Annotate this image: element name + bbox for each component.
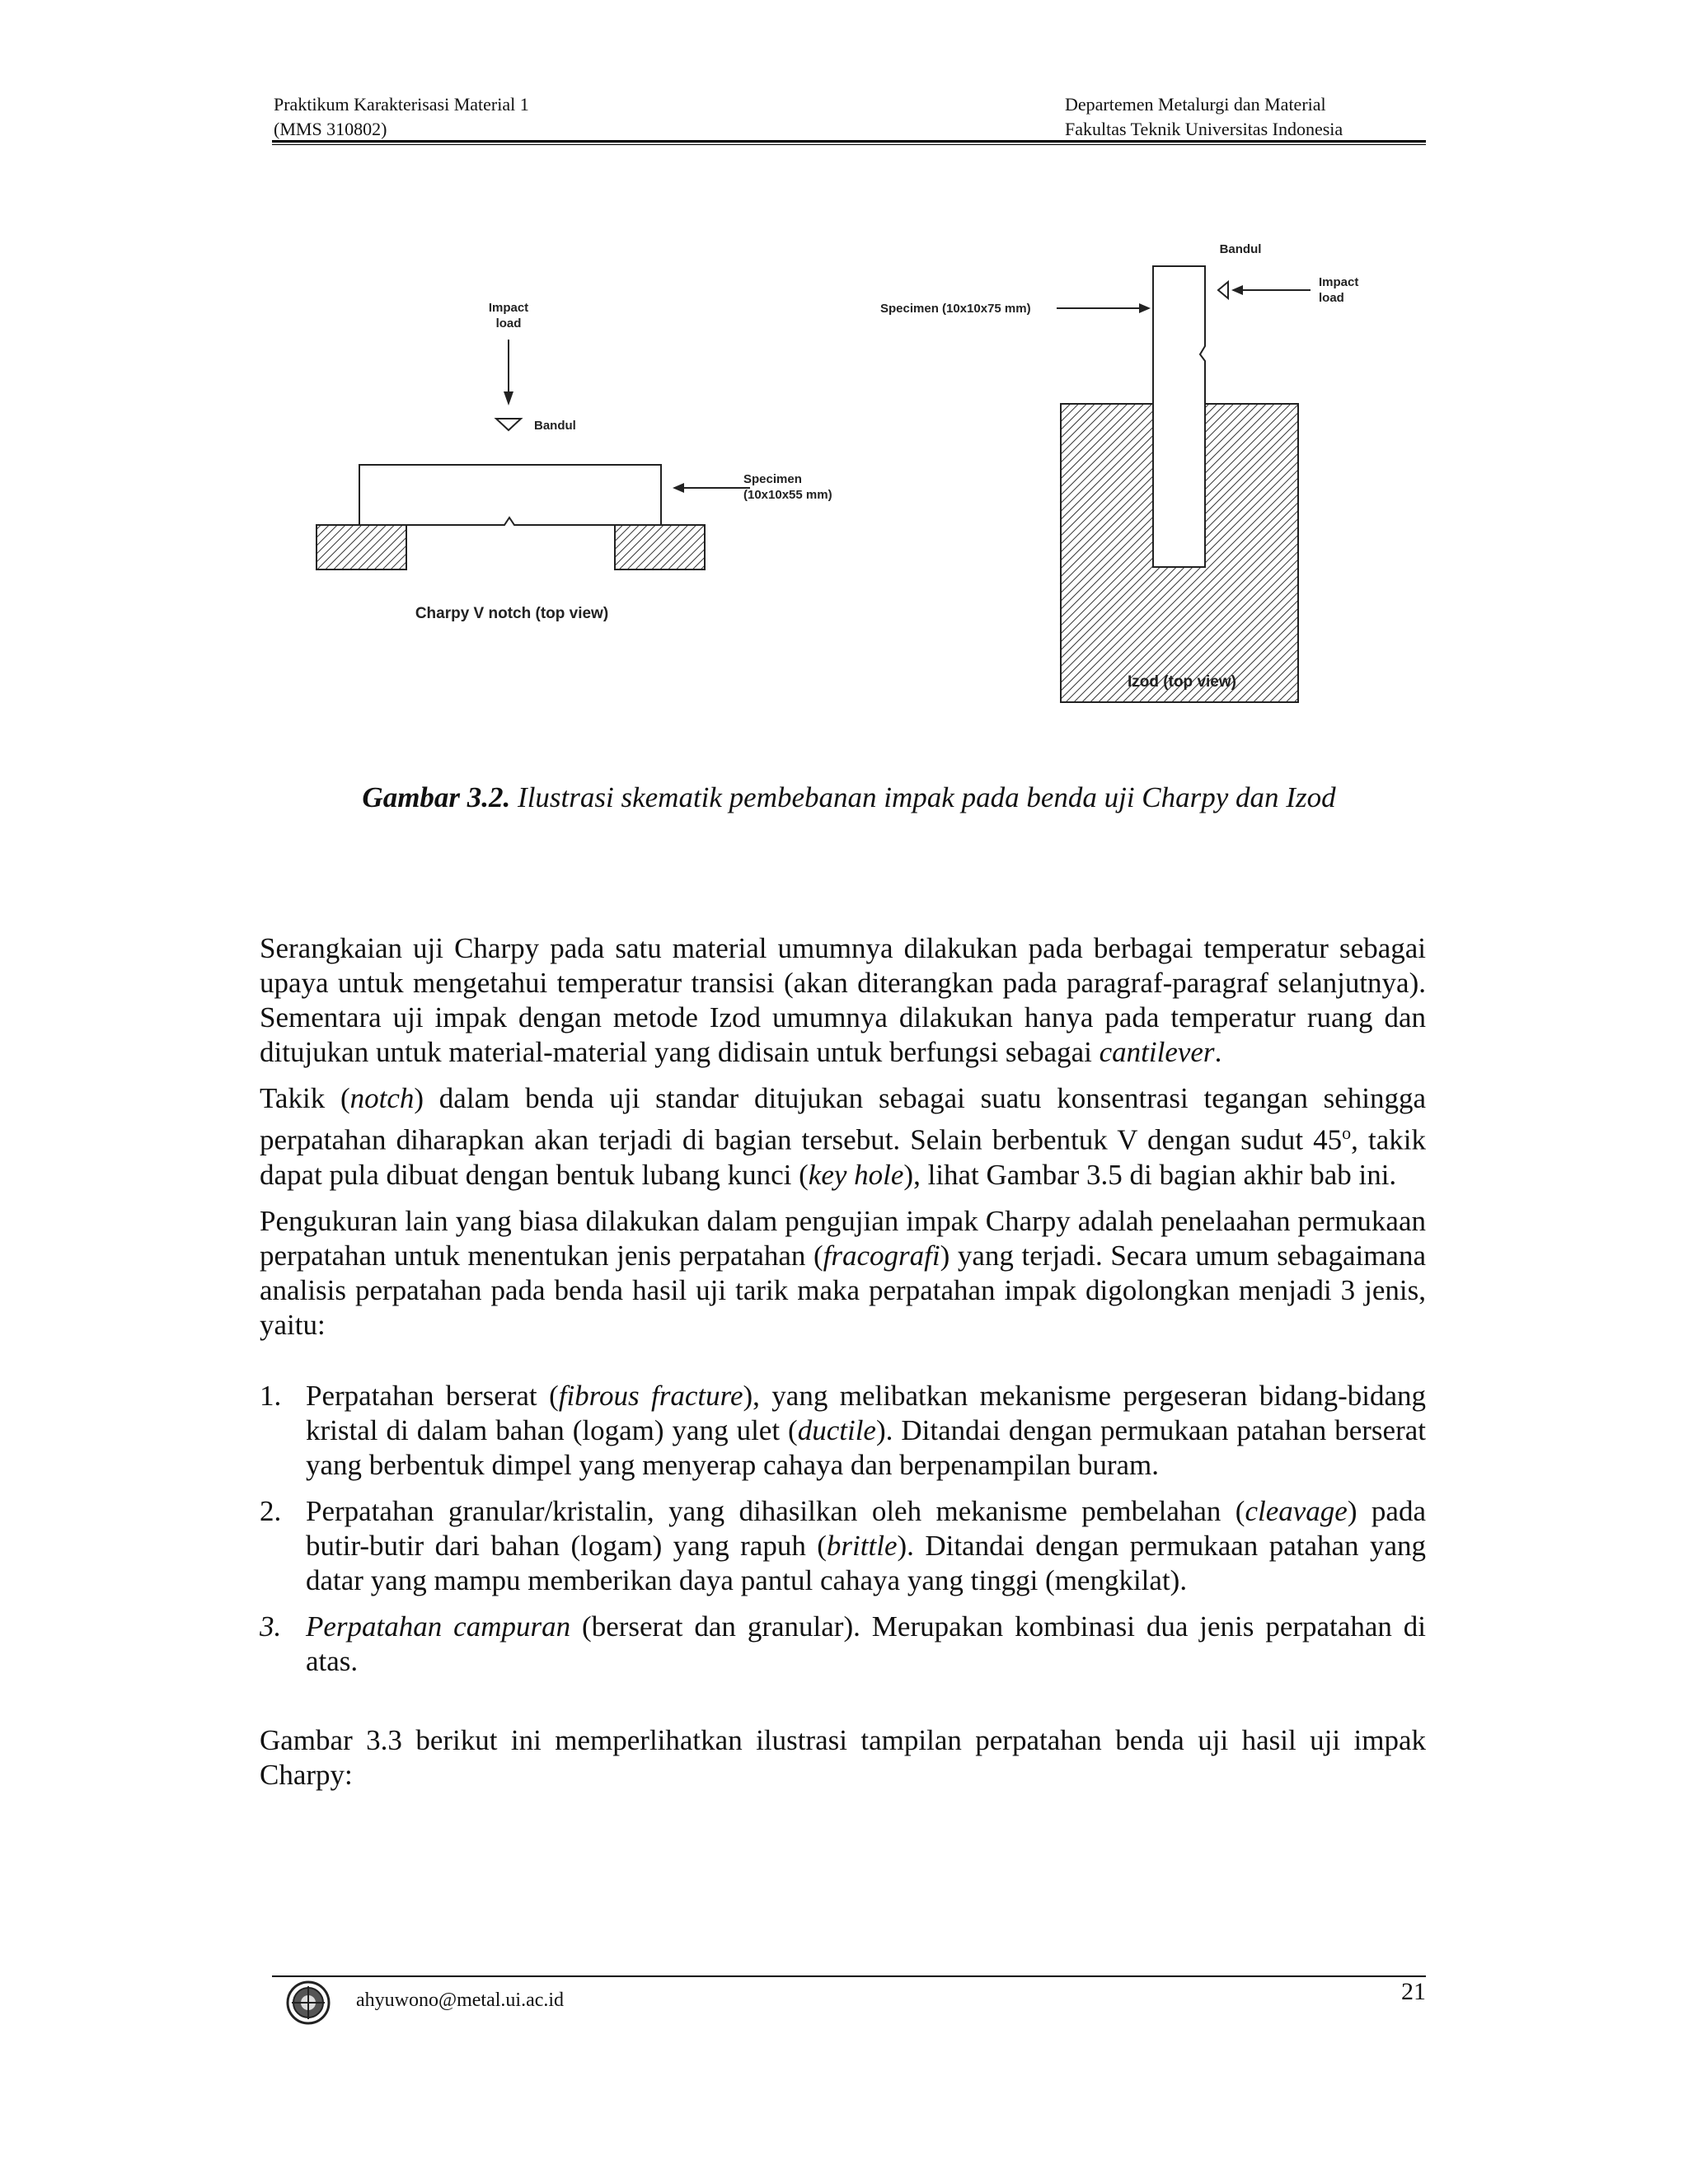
izod-load-arrowhead — [1231, 285, 1243, 295]
charpy-bandul-label: Bandul — [534, 419, 576, 433]
caption-text: Ilustrasi skematik pembebanan impak pada benda uji Charpy dan Izod — [510, 781, 1336, 813]
list-italic-term: Perpatahan campuran — [306, 1610, 571, 1643]
figure-caption — [272, 780, 1426, 816]
p1-italic-term: cantilever — [1099, 1036, 1215, 1068]
p2-italic-keyhole: key hole — [808, 1158, 904, 1191]
izod-pendulum-triangle — [1218, 282, 1228, 298]
charpy-specimen-label-1: Specimen — [743, 472, 802, 486]
list-italic-term: fibrous fracture — [558, 1379, 743, 1412]
izod-specimen-label: Specimen (10x10x75 mm) — [880, 302, 1031, 316]
charpy-specimen — [359, 465, 661, 525]
p2-text-a: Takik ( — [260, 1082, 350, 1114]
charpy-load-arrowhead — [504, 391, 513, 405]
list-number: 2. — [260, 1494, 282, 1527]
list-text: ). Ditandai dengan permukaan patahan yang datar yang mampu memberikan daya pantul cahaya yang tinggi (mengkilat). — [306, 1529, 1426, 1596]
paragraph-1 — [260, 931, 1426, 1070]
izod-impact-load-label-2: load — [1319, 291, 1344, 305]
izod-specimen-arrowhead — [1139, 303, 1151, 313]
spacer — [260, 1690, 1426, 1723]
list-text: ). Ditandai dengan permukaan patahan berserat yang berbentuk dimpel yang menyerap cahaya dan berpenampilan buram. — [306, 1413, 1426, 1481]
list-italic-term: brittle — [826, 1529, 898, 1562]
course-title: Praktikum Karakterisasi Material 1 — [274, 94, 529, 115]
charpy-left-support — [316, 525, 406, 569]
list-item — [260, 1494, 1426, 1598]
header-rule — [272, 140, 1426, 143]
paragraph-2 — [260, 1081, 1426, 1193]
list-number: 3. — [260, 1610, 282, 1643]
izod-impact-load-label-1: Impact — [1319, 275, 1359, 289]
p2-text-d: , takik dapat pula dibuat dengan bentuk lubang kunci ( — [260, 1123, 1426, 1191]
list-text: Perpatahan granular/kristalin, yang dihasilkan oleh mekanisme pembelahan ( — [306, 1494, 1245, 1527]
header-left — [274, 92, 529, 142]
page-number: 21 — [1401, 1978, 1426, 2005]
header-rule-thin — [272, 144, 1426, 145]
p3-text-a: Pengukuran lain yang biasa dilakukan dalam pengujian impak Charpy adalah penelaahan permukaan perpatahan untuk menentukan jenis perpatahan ( — [260, 1204, 1426, 1272]
list-item — [260, 1610, 1426, 1679]
list-italic-term: cleavage — [1245, 1494, 1348, 1527]
p1-end: . — [1214, 1036, 1222, 1068]
university-seal-icon — [285, 1980, 331, 2026]
impact-test-figure — [272, 223, 1442, 725]
charpy-izod-diagram — [272, 223, 1442, 725]
body-text — [260, 931, 1426, 1804]
p2-italic-notch: notch — [349, 1082, 415, 1114]
list-text: ), yang melibatkan mekanisme pergeseran bidang-bidang kristal di dalam bahan (logam) yang ulet ( — [306, 1379, 1426, 1446]
izod-diagram — [880, 242, 1358, 702]
p3-italic-fracografi: fracografi — [823, 1239, 940, 1272]
charpy-diagram — [316, 301, 832, 622]
charpy-impact-load-label-2: load — [495, 316, 522, 330]
charpy-pendulum-triangle — [496, 419, 521, 430]
footer-rule — [272, 1975, 1426, 1977]
paragraph-4: Gambar 3.3 berikut ini memperlihatkan ilustrasi tampilan perpatahan benda uji hasil uji impak Charpy: — [260, 1723, 1426, 1791]
list-text: Perpatahan berserat ( — [306, 1379, 559, 1412]
fracture-type-list — [260, 1379, 1426, 1679]
list-italic-term: ductile — [797, 1413, 876, 1446]
izod-specimen — [1153, 266, 1205, 567]
p2-text-c: ) dalam benda uji standar ditujukan sebagai suatu konsentrasi tegangan sehingga perpatahan diharapkan akan terjadi di bagian tersebut. Selain berbentuk V dengan sudut 45 — [260, 1082, 1426, 1156]
paragraph-3 — [260, 1204, 1426, 1343]
p3-text-c: ) yang terjadi. Secara umum sebagaimana analisis perpatahan pada benda hasil uji tarik maka perpatahan impak digolongkan menjadi 3 jenis, yaitu: — [260, 1239, 1426, 1341]
caption-label: Gambar 3.2. — [362, 781, 511, 813]
department-name: Departemen Metalurgi dan Material — [1065, 94, 1326, 115]
izod-bandul-label: Bandul — [1219, 242, 1262, 256]
list-text: ) pada butir-butir dari bahan (logam) yang rapuh ( — [306, 1494, 1426, 1562]
list-item — [260, 1379, 1426, 1483]
author-email: ahyuwono@metal.ui.ac.id — [356, 1990, 565, 2011]
charpy-specimen-arrowhead — [673, 483, 684, 493]
faculty-name: Fakultas Teknik Universitas Indonesia — [1065, 119, 1343, 139]
charpy-specimen-label-2: (10x10x55 mm) — [743, 488, 832, 502]
list-text: (berserat dan granular). Merupakan kombinasi dua jenis perpatahan di atas. — [306, 1610, 1426, 1677]
charpy-impact-load-label-1: Impact — [488, 301, 529, 315]
izod-title: Izod (top view) — [1128, 673, 1236, 691]
charpy-title: Charpy V notch (top view) — [415, 605, 609, 622]
degree-superscript: o — [1342, 1122, 1352, 1143]
p1-text: Serangkaian uji Charpy pada satu material umumnya dilakukan pada berbagai temperatur sebagai upaya untuk mengetahui temperatur transisi (akan diterangkan pada paragraf-paragraf selanjutnya). Sementara uji impak dengan metode Izod umumnya dilakukan hanya pada temperatur ruang dan ditujukan untuk material-material yang didisain untuk berfungsi sebagai — [260, 932, 1426, 1068]
charpy-right-support — [615, 525, 705, 569]
p2-text-f: ), lihat Gambar 3.5 di bagian akhir bab ini. — [903, 1158, 1397, 1191]
list-number: 1. — [260, 1379, 282, 1412]
header-right — [1065, 92, 1343, 142]
course-code: (MMS 310802) — [274, 119, 387, 139]
